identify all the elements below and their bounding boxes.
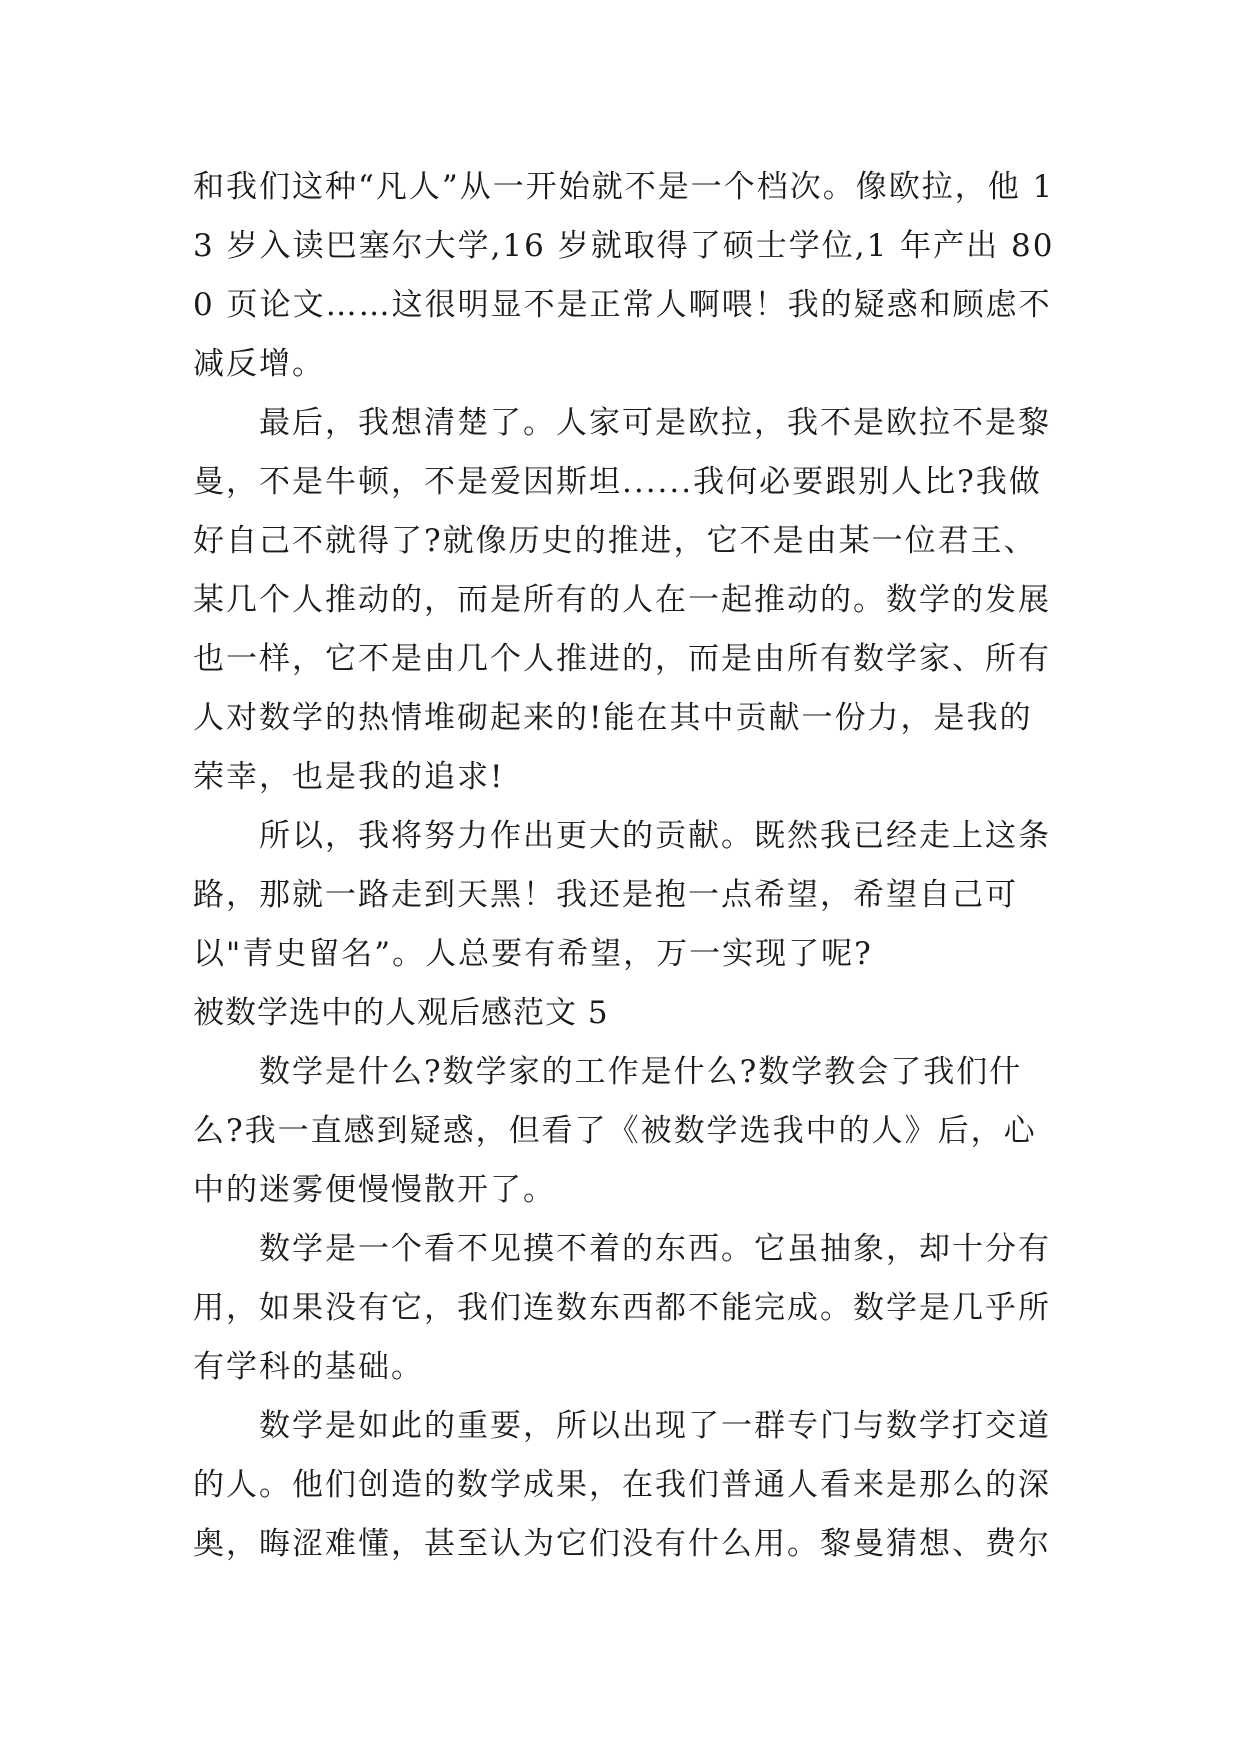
paragraph: 数学是如此的重要，所以出现了一群专门与数学打交道的人。他们创造的数学成果，在我们普通人看来是那么的深奥，晦涩难懂，甚至认为它们没有什么用。黎曼猜想、费尔: [193, 1408, 1051, 1562]
paragraph: 最后，我想清楚了。人家可是欧拉，我不是欧拉不是黎曼，不是牛顿，不是爱因斯坦......我何必要跟别人比?我做好自己不就得了?就像历史的推进，它不是由某一位君王、某几个人推动的，而是所有的人在一起推动的。数学的发展也一样，它不是由几个人推进的，而是由所有数学家、所有人对数学的热情堆砌起来的!能在其中贡献一份力，是我的荣幸，也是我的追求!: [193, 405, 1051, 795]
paragraph: 所以，我将努力作出更大的贡献。既然我已经走上这条路，那就一路走到天黑！我还是抱一点希望，希望自己可以"青史留名”。人总要有希望，万一实现了呢?: [193, 818, 1051, 972]
document-body: [193, 158, 1063, 1574]
paragraph: 数学是一个看不见摸不着的东西。它虽抽象，却十分有用，如果没有它，我们连数东西都不能完成。数学是几乎所有学科的基础。: [193, 1231, 1051, 1385]
paragraph-continuation: 和我们这种“凡人”从一开始就不是一个档次。像欧拉，他 13 岁入读巴塞尔大学,16 岁就取得了硕士学位,1 年产出 800 页论文……这很明显不是正常人啊喂！我的疑惑和顾虑不减反增。: [193, 169, 1055, 382]
section-heading: 被数学选中的人观后感范文 5: [193, 995, 609, 1031]
paragraph: 数学是什么?数学家的工作是什么?数学教会了我们什么?我一直感到疑惑，但看了《被数学选我中的人》后，心中的迷雾便慢慢散开了。: [193, 1054, 1037, 1208]
